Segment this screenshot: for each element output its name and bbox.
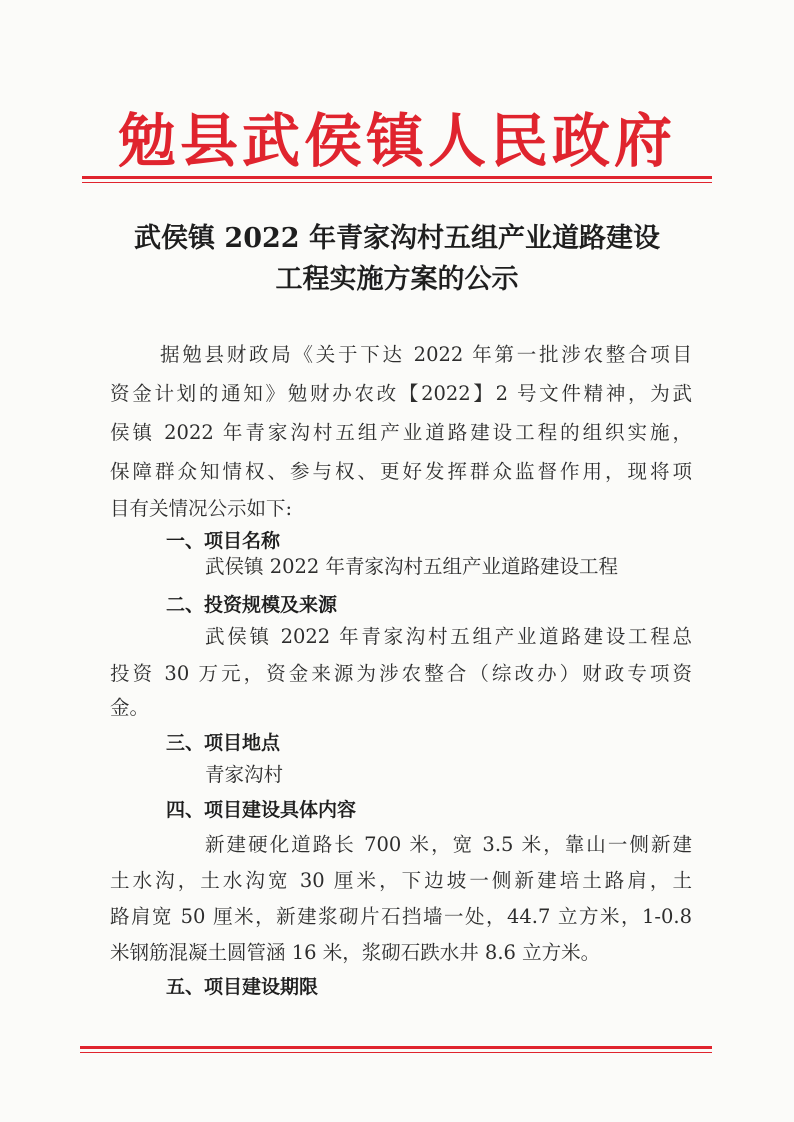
section-5-heading: 五、项目建设期限 [166,976,319,998]
intro-line-5: 目有关情况公示如下: [110,497,293,520]
section-2-line-3: 金。 [110,696,150,719]
section-4-line-1: 新建硬化道路长 700 米，宽 3.5 米，靠山一侧新建 [205,833,692,856]
document-title-line-2: 工程实施方案的公示 [275,264,519,295]
footer-rule [80,1046,712,1053]
letterhead-title: 勉县武侯镇人民政府 [117,107,676,175]
section-2-heading: 二、投资规模及来源 [166,594,338,616]
intro-line-4: 保障群众知情权、参与权、更好发挥群众监督作用，现将项 [110,460,692,483]
section-3-heading: 三、项目地点 [166,732,281,754]
section-4-line-4: 米钢筋混凝土圆管涵 16 米，浆砌石跌水井 8.6 立方米。 [110,941,601,964]
section-4-line-3: 路肩宽 50 厘米，新建浆砌片石挡墙一处，44.7 立方米，1-0.8 [110,905,692,928]
letterhead-rule-top [82,176,712,183]
document-title-line-1: 武侯镇 2022 年青家沟村五组产业道路建设 [134,223,660,254]
section-2-line-2: 投资 30 万元，资金来源为涉农整合（综改办）财政专项资 [110,662,692,685]
section-3-line-1: 青家沟村 [205,763,284,786]
section-4-heading: 四、项目建设具体内容 [166,799,357,821]
section-1-heading: 一、项目名称 [166,530,281,552]
intro-line-1: 据勉县财政局《关于下达 2022 年第一批涉农整合项目 [160,343,692,366]
section-2-line-1: 武侯镇 2022 年青家沟村五组产业道路建设工程总 [205,625,692,648]
section-1-line-1: 武侯镇 2022 年青家沟村五组产业道路建设工程 [205,555,619,578]
section-4-line-2: 土水沟，土水沟宽 30 厘米，下边坡一侧新建培土路肩，土 [110,869,692,892]
intro-line-2: 资金计划的通知》勉财办农改【2022】2 号文件精神，为武 [110,382,692,405]
intro-line-3: 侯镇 2022 年青家沟村五组产业道路建设工程的组织实施， [110,421,692,444]
